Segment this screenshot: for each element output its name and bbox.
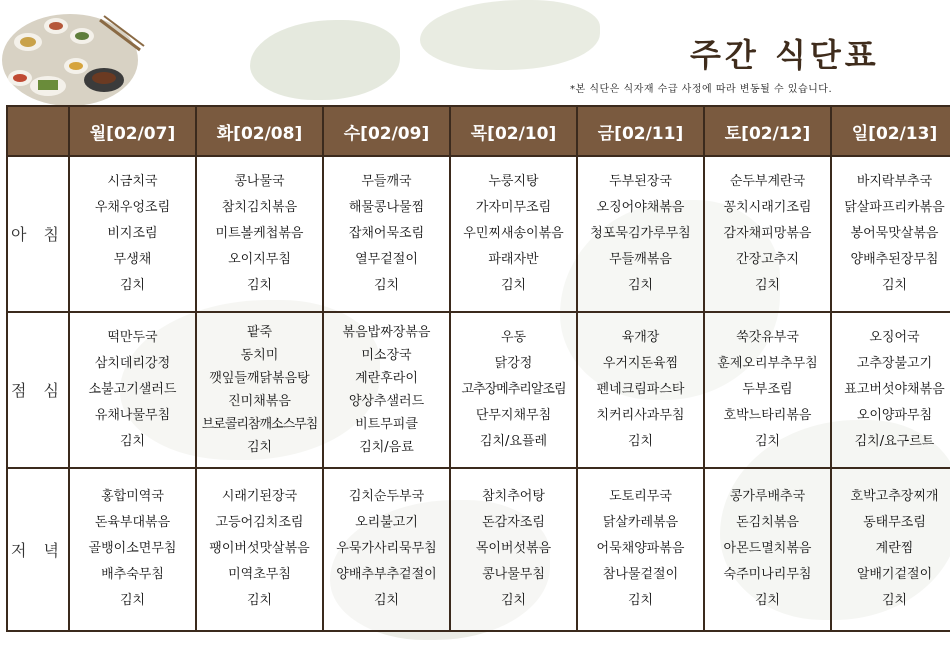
menu-item: 고추장불고기 bbox=[856, 355, 933, 371]
meal-label: 아 침 bbox=[7, 156, 69, 312]
menu-item: 목이버섯볶음 bbox=[475, 541, 552, 557]
menu-item: 김치순두부국 bbox=[348, 489, 425, 505]
menu-item: 우민찌새송이볶음 bbox=[463, 225, 564, 241]
menu-item: 김치 bbox=[500, 277, 527, 293]
menu-item: 감자채피망볶음 bbox=[723, 225, 812, 241]
menu-item: 닭살파프리카볶음 bbox=[844, 199, 945, 215]
menu-item: 비트무피클 bbox=[355, 416, 418, 432]
menu-item: 김치/요플레 bbox=[479, 433, 548, 449]
menu-item: 우동 bbox=[500, 329, 527, 345]
background-leaf bbox=[420, 0, 600, 70]
menu-item: 해물콩나물찜 bbox=[348, 199, 425, 215]
menu-cell bbox=[577, 156, 704, 312]
menu-item: 아몬드멸치볶음 bbox=[723, 541, 812, 557]
food-dishes-illustration bbox=[0, 0, 150, 108]
menu-cell bbox=[831, 312, 950, 468]
menu-item: 김치 bbox=[119, 593, 146, 609]
menu-item: 김치 bbox=[754, 277, 781, 293]
menu-item: 가자미무조림 bbox=[475, 199, 552, 215]
menu-item: 참치김치볶음 bbox=[221, 199, 298, 215]
menu-item: 브로콜리참깨소스무침 bbox=[201, 416, 318, 432]
page-title: 주간 식단표 bbox=[690, 36, 880, 74]
menu-cell bbox=[69, 468, 196, 631]
menu-cell bbox=[196, 156, 323, 312]
menu-item: 잡채어묵조림 bbox=[348, 225, 425, 241]
menu-item: 고추장메추리알조림 bbox=[461, 381, 566, 397]
menu-item: 소불고기샐러드 bbox=[88, 381, 177, 397]
meal-label: 점 심 bbox=[7, 312, 69, 468]
menu-item: 떡만두국 bbox=[107, 329, 158, 345]
menu-item: 간장고추지 bbox=[736, 251, 799, 267]
menu-item: 두부된장국 bbox=[609, 173, 672, 189]
menu-item: 김치 bbox=[373, 593, 400, 609]
menu-item: 오징어국 bbox=[869, 329, 920, 345]
menu-item: 무들깨국 bbox=[361, 173, 412, 189]
menu-cell bbox=[704, 312, 831, 468]
menu-change-notice: *본 식단은 식자재 수급 사정에 따라 변동될 수 있습니다. bbox=[570, 84, 833, 95]
menu-item: 팽이버섯맛살볶음 bbox=[209, 541, 310, 557]
menu-item: 김치 bbox=[881, 593, 908, 609]
corner-cell bbox=[7, 106, 69, 156]
menu-item: 김치 bbox=[500, 593, 527, 609]
menu-cell bbox=[323, 312, 450, 468]
menu-cell bbox=[69, 312, 196, 468]
menu-item: 오이지무침 bbox=[228, 251, 291, 267]
menu-item: 시래기된장국 bbox=[221, 489, 298, 505]
menu-item: 양배추된장무침 bbox=[850, 251, 939, 267]
menu-item: 누룽지탕 bbox=[488, 173, 539, 189]
menu-item: 치커리사과무침 bbox=[596, 407, 685, 423]
background-leaf bbox=[250, 20, 400, 100]
menu-item: 김치 bbox=[627, 433, 654, 449]
menu-item: 호박느타리볶음 bbox=[723, 407, 812, 423]
menu-item: 김치 bbox=[627, 277, 654, 293]
meal-label: 저 녁 bbox=[7, 468, 69, 631]
menu-item: 우채우엉조림 bbox=[94, 199, 171, 215]
menu-cell bbox=[577, 468, 704, 631]
menu-item: 봉어묵맛살볶음 bbox=[850, 225, 939, 241]
menu-item: 양상추샐러드 bbox=[348, 393, 425, 409]
menu-item: 순두부계란국 bbox=[729, 173, 806, 189]
menu-item: 비지조림 bbox=[107, 225, 158, 241]
day-header: 금[02/11] bbox=[577, 106, 704, 156]
meal-row bbox=[7, 156, 950, 312]
menu-cell bbox=[450, 468, 577, 631]
menu-item: 김치 bbox=[119, 277, 146, 293]
menu-item: 훈제오리부추무침 bbox=[717, 355, 818, 371]
menu-item: 쑥갓유부국 bbox=[736, 329, 799, 345]
menu-item: 무생채 bbox=[113, 251, 152, 267]
menu-cell bbox=[69, 156, 196, 312]
menu-item: 숙주미나리무침 bbox=[723, 567, 812, 583]
menu-item: 동치미 bbox=[240, 347, 279, 363]
menu-item: 시금치국 bbox=[107, 173, 158, 189]
menu-item: 김치 bbox=[246, 593, 273, 609]
menu-cell bbox=[450, 312, 577, 468]
menu-item: 오징어야채볶음 bbox=[596, 199, 685, 215]
menu-item: 닭살카레볶음 bbox=[602, 515, 679, 531]
menu-item: 어묵채양파볶음 bbox=[596, 541, 685, 557]
day-header: 토[02/12] bbox=[704, 106, 831, 156]
menu-item: 펜네크림파스타 bbox=[596, 381, 685, 397]
menu-item: 꽁치시래기조림 bbox=[723, 199, 812, 215]
menu-item: 유채나물무침 bbox=[94, 407, 171, 423]
menu-item: 우묵가사리묵무침 bbox=[336, 541, 437, 557]
menu-item: 오리불고기 bbox=[355, 515, 418, 531]
menu-item: 삼치데리강정 bbox=[94, 355, 171, 371]
day-header: 화[02/08] bbox=[196, 106, 323, 156]
menu-item: 두부조림 bbox=[742, 381, 793, 397]
day-header-row bbox=[7, 106, 950, 156]
menu-item: 돈김치볶음 bbox=[736, 515, 799, 531]
menu-cell bbox=[577, 312, 704, 468]
menu-cell bbox=[704, 468, 831, 631]
meal-row bbox=[7, 312, 950, 468]
menu-item: 청포묵김가루무침 bbox=[590, 225, 691, 241]
menu-item: 계란후라이 bbox=[355, 370, 418, 386]
menu-item: 우거지돈육찜 bbox=[602, 355, 679, 371]
menu-cell bbox=[196, 468, 323, 631]
menu-item: 볶음밥짜장볶음 bbox=[342, 324, 431, 340]
menu-item: 진미채볶음 bbox=[228, 393, 291, 409]
menu-item: 계란찜 bbox=[875, 541, 914, 557]
menu-item: 팥죽 bbox=[246, 324, 273, 340]
menu-item: 콩나물무침 bbox=[482, 567, 545, 583]
menu-item: 돈감자조림 bbox=[482, 515, 545, 531]
menu-item: 닭강정 bbox=[494, 355, 533, 371]
menu-item: 도토리무국 bbox=[609, 489, 672, 505]
menu-item: 김치 bbox=[881, 277, 908, 293]
menu-item: 표고버섯야채볶음 bbox=[844, 381, 945, 397]
menu-item: 동태무조림 bbox=[863, 515, 926, 531]
menu-item: 미트볼케첩볶음 bbox=[215, 225, 304, 241]
menu-item: 파래자반 bbox=[488, 251, 539, 267]
menu-cell bbox=[323, 156, 450, 312]
menu-item: 고등어김치조림 bbox=[215, 515, 304, 531]
menu-item: 김치/음료 bbox=[359, 439, 414, 455]
menu-item: 김치 bbox=[754, 433, 781, 449]
menu-body bbox=[7, 156, 950, 631]
day-header: 월[02/07] bbox=[69, 106, 196, 156]
menu-item: 참나물겉절이 bbox=[602, 567, 679, 583]
menu-item: 콩가루배추국 bbox=[729, 489, 806, 505]
menu-item: 김치 bbox=[246, 277, 273, 293]
menu-item: 호박고추장찌개 bbox=[850, 489, 939, 505]
menu-item: 김치 bbox=[627, 593, 654, 609]
menu-cell bbox=[196, 312, 323, 468]
menu-item: 김치 bbox=[754, 593, 781, 609]
menu-item: 돈육부대볶음 bbox=[94, 515, 171, 531]
menu-cell bbox=[323, 468, 450, 631]
menu-item: 김치/요구르트 bbox=[854, 433, 935, 449]
menu-item: 육개장 bbox=[621, 329, 660, 345]
meal-row bbox=[7, 468, 950, 631]
menu-item: 미소장국 bbox=[361, 347, 412, 363]
menu-item: 양배추부추겉절이 bbox=[336, 567, 437, 583]
day-header: 수[02/09] bbox=[323, 106, 450, 156]
menu-item: 김치 bbox=[119, 433, 146, 449]
day-header: 일[02/13] bbox=[831, 106, 950, 156]
weekly-menu-table bbox=[6, 105, 950, 632]
menu-item: 깻잎들깨닭볶음탕 bbox=[209, 370, 310, 386]
menu-item: 홍합미역국 bbox=[101, 489, 164, 505]
menu-item: 바지락부추국 bbox=[856, 173, 933, 189]
menu-cell bbox=[450, 156, 577, 312]
menu-item: 오이양파무침 bbox=[856, 407, 933, 423]
menu-item: 김치 bbox=[373, 277, 400, 293]
menu-item: 알배기겉절이 bbox=[856, 567, 933, 583]
day-header: 목[02/10] bbox=[450, 106, 577, 156]
menu-cell bbox=[831, 468, 950, 631]
menu-item: 열무겉절이 bbox=[355, 251, 418, 267]
menu-item: 단무지채무침 bbox=[475, 407, 552, 423]
menu-item: 미역초무침 bbox=[228, 567, 291, 583]
menu-item: 김치 bbox=[246, 439, 273, 455]
menu-item: 배추숙무침 bbox=[101, 567, 164, 583]
menu-item: 참치추어탕 bbox=[482, 489, 545, 505]
menu-item: 콩나물국 bbox=[234, 173, 285, 189]
menu-item: 골뱅이소면무침 bbox=[88, 541, 177, 557]
menu-item: 무들깨볶음 bbox=[609, 251, 672, 267]
menu-cell bbox=[704, 156, 831, 312]
menu-cell bbox=[831, 156, 950, 312]
